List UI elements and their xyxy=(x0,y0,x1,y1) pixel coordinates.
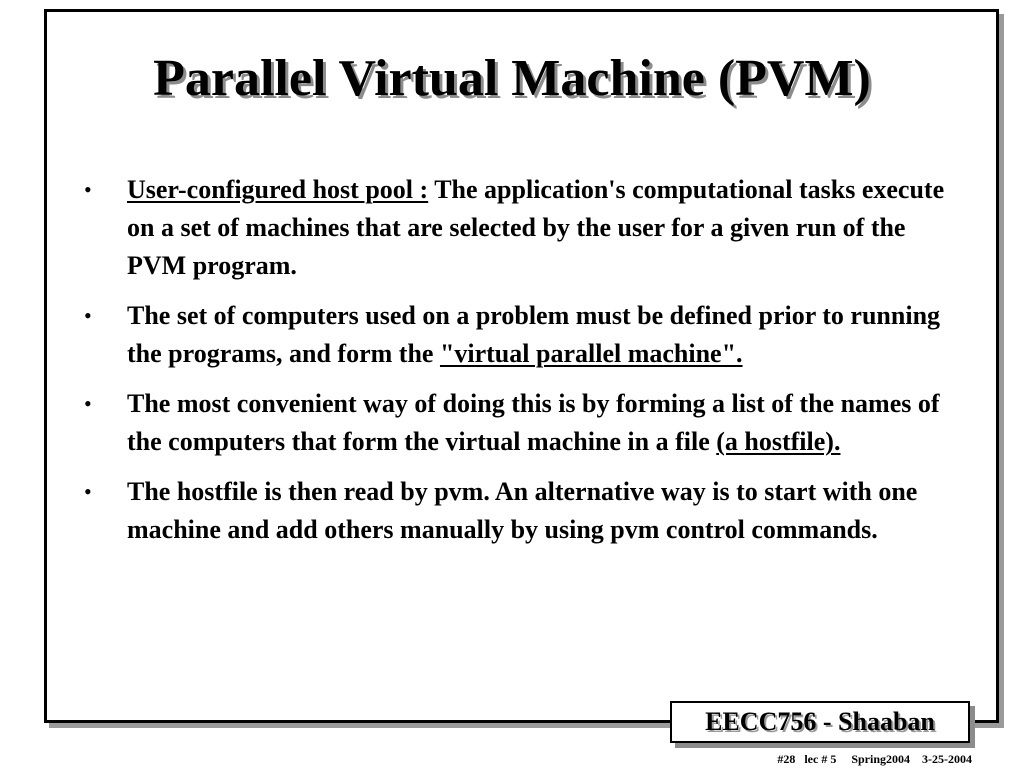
slide-title: Parallel Virtual Machine (PVM) xyxy=(153,50,871,107)
bullet-2-term: "virtual parallel machine". xyxy=(439,339,743,368)
bullet-4-body: The hostfile is then read by pvm. An alternative way is to start with one machine and add others manually by using pvm control commands. xyxy=(127,477,918,544)
bullet-dot-icon: • xyxy=(84,479,92,504)
footer-brand: EECC756 - Shaaban xyxy=(705,707,935,736)
bullet-text xyxy=(127,297,954,373)
bullet-item xyxy=(84,473,954,549)
bullet-text xyxy=(127,473,954,549)
bullet-2-body: The set of computers used on a problem must be defined prior to running the programs, and form the xyxy=(127,301,941,368)
bullet-item xyxy=(84,297,954,373)
bullet-item xyxy=(84,171,954,285)
bullet-3-term: (a hostfile). xyxy=(716,427,841,456)
bullet-3-body: The most convenient way of doing this is by forming a list of the names of the computers that form the virtual machine in a file xyxy=(127,389,940,456)
bullet-dot-icon: • xyxy=(84,303,92,328)
bullet-1-term: User-configured host pool : xyxy=(127,175,429,204)
footer-brand-box xyxy=(670,701,970,743)
bullet-dot-icon: • xyxy=(84,177,92,202)
bullet-text xyxy=(127,171,954,285)
bullet-dot-icon: • xyxy=(84,391,92,416)
footer-meta: #28 lec # 5 Spring2004 3-25-2004 xyxy=(777,752,972,766)
bullet-list xyxy=(84,171,954,561)
bullet-1-body: The application's computational tasks execute on a set of machines that are selected by the user for a given run of the PVM program. xyxy=(127,175,945,280)
bullet-item xyxy=(84,385,954,461)
bullet-text xyxy=(127,385,954,461)
